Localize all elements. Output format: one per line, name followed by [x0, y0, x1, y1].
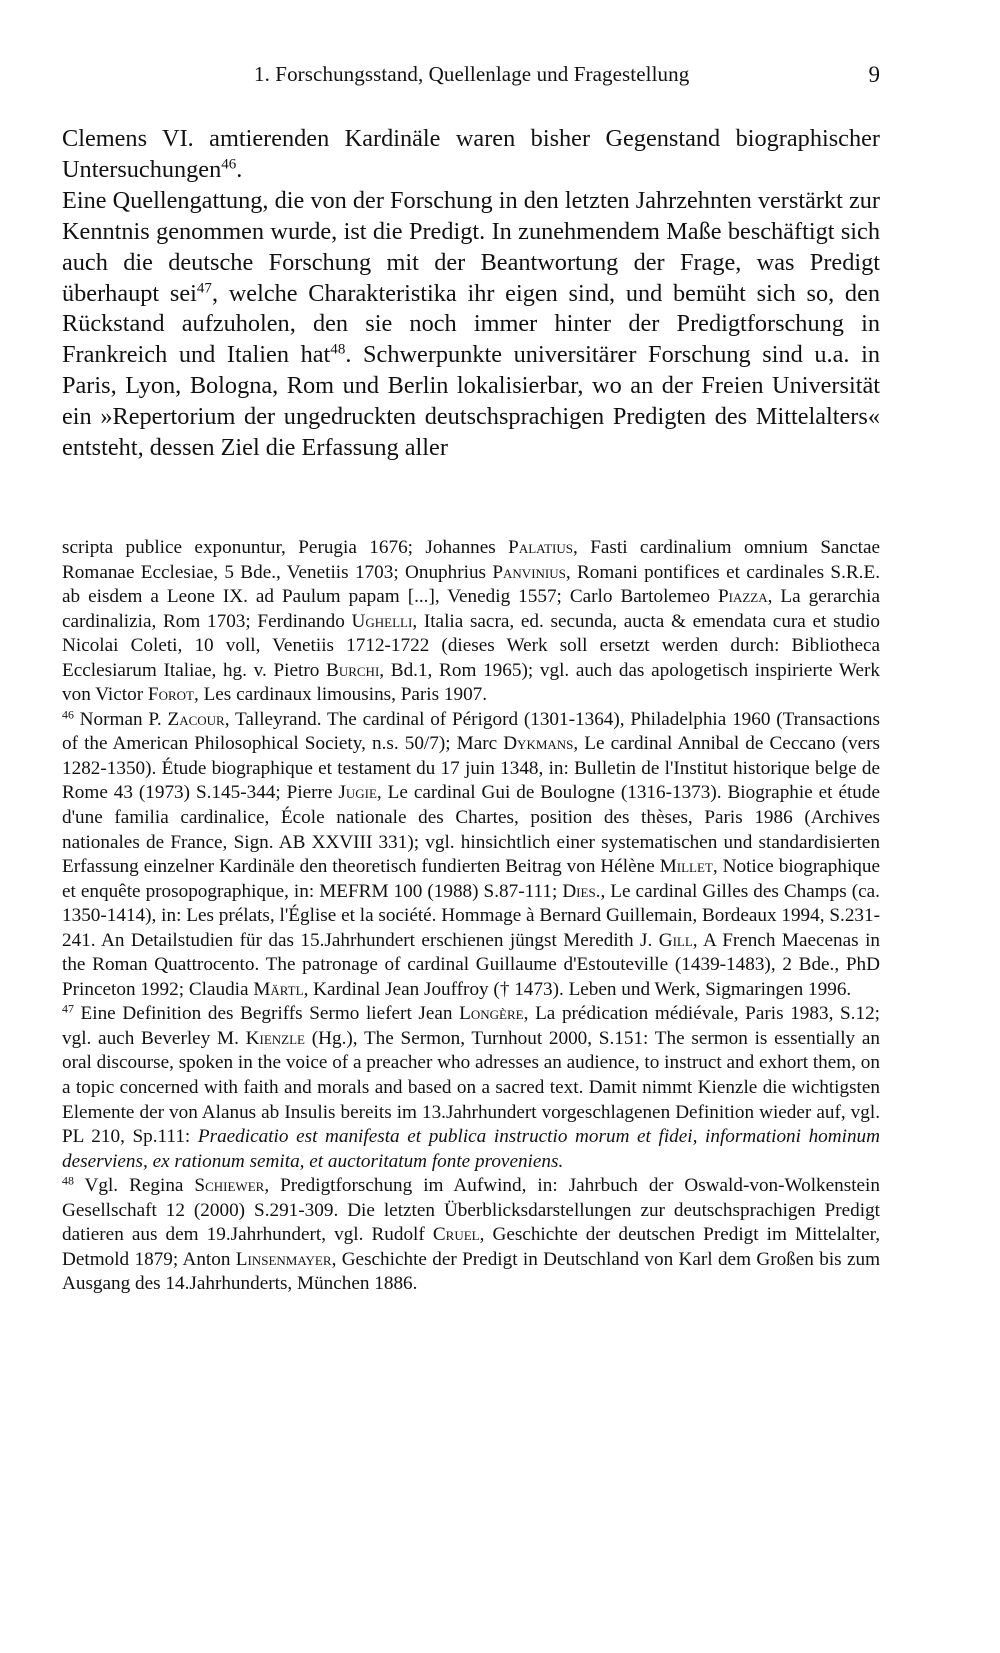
paragraph-1-text: Clemens VI. amtierenden Kardinäle waren bisher Gegenstand biographischer Untersuchungen [62, 125, 880, 183]
fn48-text-3: , Geschichte der deutschen Predigt im Mittelalter, Detmold 1879; Anton [62, 1224, 881, 1270]
footnote-48 [62, 1174, 880, 1297]
author-burchi: Burchi [326, 659, 380, 681]
fn46-text-8: , Kardinal Jean Jouffroy († 1473). Leben und Werk, Sigmaringen 1996. [303, 978, 852, 1000]
fn-cont-text-4: , La gerarchia cardinalizia, Rom 1703; Ferdinando [62, 586, 880, 632]
footnote-ref-46[interactable]: 46 [221, 156, 237, 173]
fn46-text-4: , Le cardinal Gui de Boulogne (1316-1373). Biographie et étude d'une familia cardinalice, École nationale des Chartes, position des thèses, Paris 1986 (Archives nationales de France, Sign. AB XXVIII 331); vgl. hinsichtlich einer systematischen und standardisierten Erfassung einzelner Kardinäle den theoretisch fundierten Beitrag von Hélène [62, 782, 880, 878]
footnote-number-48: 48 [62, 1173, 74, 1188]
paragraph-2-text-c: . Schwerpunkte universitärer Forschung sind u.a. in Paris, Lyon, Bologna, Rom und Berlin lokalisierbar, wo an der Freien Universität ein »Repertorium der ungedruckten deutschsprachigen Predigten des Mittelalters« entsteht, dessen Ziel die Erfassung aller [62, 341, 880, 462]
author-jugie: Jugie [338, 782, 377, 804]
fn-cont-text-3: , Romani pontifices et cardinales S.R.E. ab eisdem a Leone IX. ad Paulum papam [...], Venedig 1557; Carlo Bartolemeo [62, 561, 880, 608]
fn46-text-5: , Notice biographique et enquête prosopographique, in: MEFRM 100 (1988) S.87-111; [62, 856, 880, 902]
fn-cont-text-5: , Italia sacra, ed. secunda, aucta & emendata cura et studio Nicolai Coleti, 10 voll, Venetiis 1712-1722 (dieses Werk soll ersetzt werden durch: Bibliotheca Ecclesiarum Italiae, hg. v. Pietro [62, 610, 880, 681]
author-forot: Forot [147, 684, 194, 706]
footnote-continuation [62, 536, 880, 708]
author-palatius: Palatius [508, 537, 573, 558]
footnote-ref-48[interactable]: 48 [330, 342, 346, 359]
author-linsenmayer: Linsenmayer [235, 1248, 332, 1270]
author-maertl: Märtl [253, 978, 304, 1000]
fn48-text-1: Vgl. Regina [73, 1175, 195, 1197]
author-dykmans: Dykmans [503, 733, 574, 755]
fn47-text-1: Eine Definition des Begriffs Sermo liefert Jean [73, 1003, 460, 1025]
author-cruel: Cruel [432, 1224, 480, 1246]
fn47-text-3: (Hg.), The Sermon, Turnhout 2000, S.151: The sermon is essentially an oral discourse, spoken in the voice of a preacher who adresses an audience, to instruct and exhort them, on a topic concerned with faith and morals and based on a sacred text. Damit nimmt Kienzle die wichtigsten Elemente der von Alanus ab Insulis bereits im 13.Jahrhundert vorgeschlagenen Definition wieder auf, vgl. PL 210, Sp.111: [62, 1027, 880, 1148]
fn-cont-text-2: , Fasti cardinalium omnium Sanctae Romanae Ecclesiae, 5 Bde., Venetiis 1703; Onuphrius [62, 537, 881, 583]
author-piazza: Piazza [717, 586, 768, 608]
running-title: 1. Forschungsstand, Quellenlage und Fragestellung [254, 62, 690, 86]
fn48-text-4: , Geschichte der Predigt in Deutschland von Karl dem Großen bis zum Ausgang des 14.Jahrhunderts, München 1886. [62, 1248, 880, 1295]
paragraph-1 [62, 124, 880, 186]
fn47-text-2: , La prédication médiévale, Paris 1983, S.12; vgl. auch Beverley M. [62, 1003, 880, 1049]
author-panvinius: Panvinius [492, 561, 566, 583]
author-ughelli: Ughelli [351, 610, 413, 632]
footnotes [62, 536, 880, 1297]
author-schiewer: Schiewer [194, 1175, 265, 1197]
author-zacour: Zacour [167, 708, 225, 730]
fn-cont-text-7: , Les cardinaux limousins, Paris 1907. [193, 684, 488, 706]
fn48-text-2: , Predigtforschung im Aufwind, in: Jahrbuch der Oswald-von-Wolkenstein Gesellschaft 12 (2000) S.291-309. Die letzten Überblicksdarstellungen zur deutschsprachigen Predigt datieren aus dem 19.Jahrhundert, vgl. Rudolf [62, 1175, 880, 1246]
fn-cont-text-1: scripta publice exponuntur, Perugia 1676; Johannes [62, 537, 509, 558]
fn46-text-6: ., Le cardinal Gilles des Champs (ca. 1350-1414), in: Les prélats, l'Église et la société. Hommage à Bernard Guillemain, Bordeaux 1994, S.231-241. An Detailstudien für das 15.Jahrhundert erschienen jüngst Meredith J. [62, 880, 880, 951]
author-dies: Dies [562, 880, 596, 902]
author-gill: Gill [658, 929, 693, 951]
main-text [62, 124, 880, 464]
author-kienzle: Kienzle [245, 1027, 305, 1049]
fn46-text-1: Norman P. [73, 708, 168, 730]
author-millet: Millet [659, 856, 713, 878]
footnote-number-46: 46 [62, 707, 74, 722]
running-head [62, 62, 880, 92]
paragraph-2-text-b: , welche Charakteristika ihr eigen sind, und bemüht sich so, den Rückstand aufzuholen, den sie noch immer hinter der Predigtforschung in Frankreich und Italien hat [62, 279, 881, 369]
footnote-47 [62, 1002, 880, 1174]
page-number: 9 [868, 62, 880, 87]
fn46-text-3: , Le cardinal Annibal de Ceccano (vers 1282-1350). Étude biographique et testament du 17 juin 1348, in: Bulletin de l'Institut historique belge de Rome 43 (1973) S.145-344; Pierre [62, 733, 880, 804]
paragraph-1-end: . [236, 155, 243, 183]
footnote-number-47: 47 [62, 1001, 74, 1016]
fn46-text-2: , Talleyrand. The cardinal of Périgord (1301-1364), Philadelphia 1960 (Transactions of the American Philosophical Society, n.s. 50/7); Marc [62, 708, 880, 755]
paragraph-2 [62, 186, 880, 464]
author-longere: Longère [459, 1003, 524, 1025]
fn46-text-7: , A French Maecenas in the Roman Quattrocento. The patronage of cardinal Guillaume d'Estouteville (1439-1483), 2 Bde., PhD Princeton 1992; Claudia [62, 929, 880, 1000]
latin-quote: Praedicatio est manifesta et publica instructio morum et fidei, informationi hominum deserviens, ex rationum semita, et auctoritatum fonte proveniens. [62, 1126, 881, 1172]
footnote-46 [62, 708, 880, 1003]
footnote-ref-47[interactable]: 47 [196, 280, 212, 297]
fn-cont-text-6: , Bd.1, Rom 1965); vgl. auch das apologetisch inspirierte Werk von Victor [62, 659, 880, 706]
book-page [62, 0, 880, 1653]
paragraph-2-text-a: Eine Quellengattung, die von der Forschung in den letzten Jahrzehnten verstärkt zur Kenntnis genommen wurde, ist die Predigt. In zunehmendem Maße beschäftigt sich auch die deutsche Forschung mit der Beantwortung der Frage, was Predigt überhaupt sei [62, 186, 880, 307]
